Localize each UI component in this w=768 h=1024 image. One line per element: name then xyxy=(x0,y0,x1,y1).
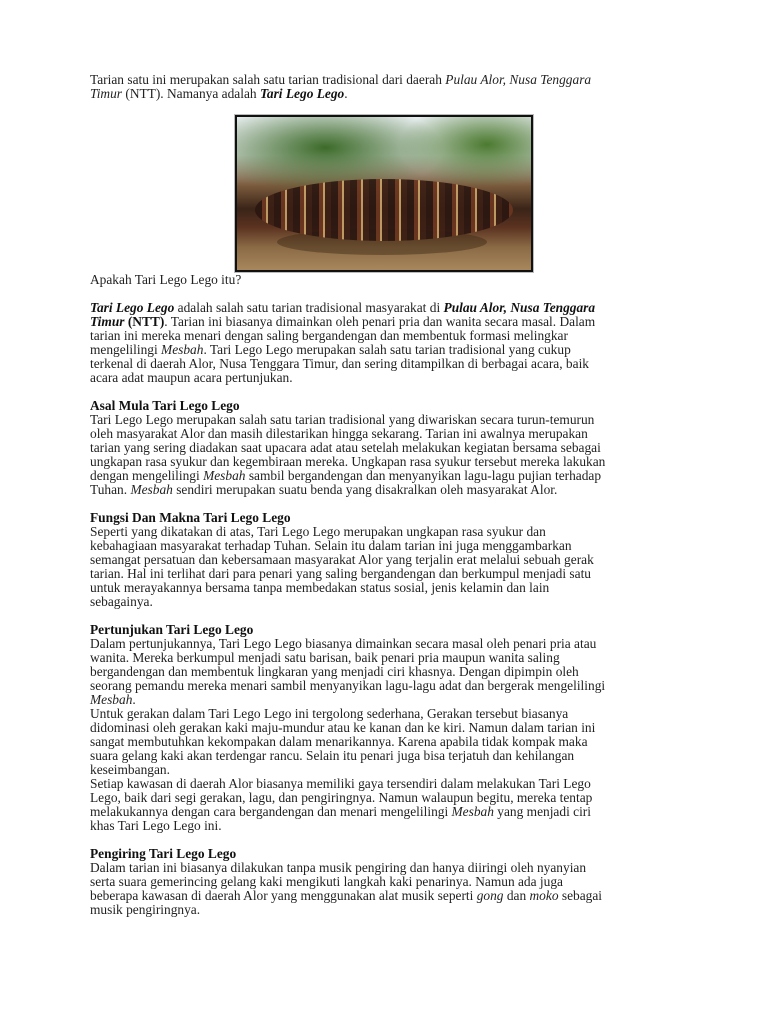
paragraph xyxy=(90,511,690,609)
text-run: moko xyxy=(529,888,559,903)
text-line xyxy=(90,595,690,609)
text-run: semangat persatuan dan kebersamaan masyarakat Alor yang terjalin erat melalui sebuah gerak xyxy=(90,552,594,567)
text-run: Pulau Alor, Nusa Tenggara xyxy=(443,300,596,315)
text-line xyxy=(90,371,690,385)
text-line xyxy=(90,329,690,343)
text-line xyxy=(90,399,690,413)
text-run: ungkapan rasa syukur dan kegembiraan mereka. Ungkapan rasa syukur tersebut mereka lakukan xyxy=(90,454,606,469)
text-line xyxy=(90,679,690,693)
text-run: terkenal di daerah Alor, Nusa Tenggara Timur, dan sering ditampilkan di berbagai acara, baik xyxy=(90,356,589,371)
blank-line xyxy=(90,385,690,399)
text-line xyxy=(90,847,690,861)
document-body xyxy=(90,73,690,917)
text-run: wanita. Mereka berkumpul menjadi satu barisan, baik penari pria maupun wanita saling xyxy=(90,650,560,665)
text-line xyxy=(90,511,690,525)
text-line xyxy=(90,791,690,805)
text-line xyxy=(90,357,690,371)
text-run: Dalam pertunjukannya, Tari Lego Lego biasanya dimainkan secara masal oleh penari pria atau xyxy=(90,636,597,651)
text-line xyxy=(90,567,690,581)
section-heading: Fungsi Dan Makna Tari Lego Lego xyxy=(90,510,291,525)
section-heading: Asal Mula Tari Lego Lego xyxy=(90,398,240,413)
text-line xyxy=(90,343,690,357)
text-run: didominasi oleh gerakan kaki maju-mundur atau ke kanan dan ke kiri. Namun dalam tarian ini xyxy=(90,720,596,735)
text-run: Mesbah xyxy=(161,342,204,357)
text-run: bergandengan dan membentuk lingkaran yang menjadi ciri khasnya. Dengan dipimpin oleh xyxy=(90,664,579,679)
text-run: sebagai xyxy=(558,888,603,903)
text-line xyxy=(90,273,690,287)
text-run: mengelilingi xyxy=(90,342,162,357)
text-run: dan xyxy=(503,888,530,903)
text-line xyxy=(90,315,690,329)
text-line xyxy=(90,483,690,497)
text-line xyxy=(90,87,690,101)
text-run: Tuhan. xyxy=(90,482,131,497)
paragraph xyxy=(90,623,690,833)
text-run: adalah salah satu tarian tradisional masyarakat di xyxy=(174,300,444,315)
text-run: (NTT) xyxy=(124,314,165,329)
section-heading: Pengiring Tari Lego Lego xyxy=(90,846,237,861)
blank-line xyxy=(90,287,690,301)
text-run: sendiri merupakan suatu benda yang disakralkan oleh masyarakat Alor. xyxy=(172,482,558,497)
text-run: Setiap kawasan di daerah Alor biasanya memiliki gaya tersendiri dalam melakukan Tari Lego xyxy=(90,776,591,791)
blank-line xyxy=(90,497,690,511)
text-run: Seperti yang dikatakan di atas, Tari Lego Lego merupakan ungkapan rasa syukur dan xyxy=(90,524,546,539)
text-run: oleh masyarakat Alor dan masih dilestarikan hingga sekarang. Tarian ini awalnya merupakan xyxy=(90,426,588,441)
text-run: seorang pemandu mereka menari sambil menyanyikan lagu-lagu adat dan bergerak mengelilingi xyxy=(90,678,606,693)
text-line xyxy=(90,749,690,763)
text-line xyxy=(90,889,690,903)
text-line xyxy=(90,721,690,735)
text-run: Tarian satu ini merupakan salah satu tarian tradisional dari daerah xyxy=(90,72,446,87)
text-run: sebagainya. xyxy=(90,594,153,609)
text-run: khas Tari Lego Lego ini. xyxy=(90,818,222,833)
text-run: . xyxy=(132,692,136,707)
text-line xyxy=(90,693,690,707)
text-run: Mesbah xyxy=(130,482,173,497)
text-line xyxy=(90,427,690,441)
text-line xyxy=(90,875,690,889)
paragraph xyxy=(90,399,690,497)
text-line xyxy=(90,301,690,315)
text-line xyxy=(90,805,690,819)
text-run: beberapa kawasan di daerah Alor yang menggunakan alat musik seperti xyxy=(90,888,477,903)
paragraph xyxy=(90,273,690,287)
text-run: melakukannya dengan cara bergandengan dan menari mengelilingi xyxy=(90,804,452,819)
text-run: Lego, baik dari segi gerakan, lagu, dan pengiringnya. Namun walaupun begitu, mereka tentap xyxy=(90,790,593,805)
text-run: dengan mengelilingi xyxy=(90,468,204,483)
text-run: Tari Lego Lego xyxy=(90,300,175,315)
text-run: keseimbangan. xyxy=(90,762,170,777)
text-line xyxy=(90,455,690,469)
text-run: sambil bergandengan dan menyanyikan lagu-lagu pujian terhadap xyxy=(245,468,602,483)
text-run: Tari Lego Lego xyxy=(259,86,345,101)
text-run: Apakah Tari Lego Lego itu? xyxy=(90,272,242,287)
text-run: sangat membutuhkan kekompakan dalam menarikannya. Karena apabila tidak kompak maka xyxy=(90,734,588,749)
text-line xyxy=(90,553,690,567)
text-run: Timur xyxy=(90,314,125,329)
text-line xyxy=(90,73,690,87)
text-line xyxy=(90,777,690,791)
text-line xyxy=(90,581,690,595)
paragraph xyxy=(90,847,690,917)
text-run: acara adat maupun acara pertunjukan. xyxy=(90,370,293,385)
text-run: . Tarian ini biasanya dimainkan oleh penari pria dan wanita secara masal. Dalam xyxy=(164,314,596,329)
blank-line xyxy=(90,609,690,623)
text-line xyxy=(90,525,690,539)
blank-line xyxy=(90,833,690,847)
text-line xyxy=(90,469,690,483)
text-run: serta suara gemerincing gelang kaki mengikuti langkah kaki penarinya. Namun ada juga xyxy=(90,874,563,889)
paragraph xyxy=(90,73,690,101)
text-run: kebahagiaan masyarakat terhadap Tuhan. Selain itu dalam tarian ini juga menggambarkan xyxy=(90,538,572,553)
paragraph xyxy=(90,301,690,385)
text-line xyxy=(90,903,690,917)
text-run: . xyxy=(344,86,348,101)
text-line xyxy=(90,819,690,833)
text-run: Mesbah xyxy=(451,804,494,819)
text-run: yang menjadi ciri xyxy=(493,804,591,819)
text-run: Dalam tarian ini biasanya dilakukan tanpa musik pengiring dan hanya diiringi oleh nyanyian xyxy=(90,860,587,875)
text-run: suara gelang kaki akan terdengar rancu. Selain itu penari juga bisa terjatuh dan kehilangan xyxy=(90,748,575,763)
text-line xyxy=(90,623,690,637)
text-line xyxy=(90,637,690,651)
text-line xyxy=(90,861,690,875)
text-line xyxy=(90,651,690,665)
text-run: Mesbah xyxy=(90,692,133,707)
text-run: Pulau Alor, Nusa Tenggara xyxy=(445,72,592,87)
text-run: Timur xyxy=(90,86,123,101)
text-run: . Tari Lego Lego merupakan salah satu tarian tradisional yang cukup xyxy=(203,342,571,357)
text-run: Tari Lego Lego merupakan salah satu tarian tradisional yang diwariskan secara turun-temurun xyxy=(90,412,595,427)
text-line xyxy=(90,763,690,777)
text-run: musik pengiringnya. xyxy=(90,902,201,917)
text-line xyxy=(90,539,690,553)
text-line xyxy=(90,707,690,721)
text-run: gong xyxy=(476,888,504,903)
text-line xyxy=(90,665,690,679)
text-run: tarian yang sering diadakan saat upacara adat atau setelah melakukan kegiatan bersama sebagai xyxy=(90,440,601,455)
text-line xyxy=(90,441,690,455)
text-run: (NTT). Namanya adalah xyxy=(122,86,260,101)
section-heading: Pertunjukan Tari Lego Lego xyxy=(90,622,254,637)
text-run: untuk merayakannya bersama tanpa membedakan status sosial, jenis kelamin dan lain xyxy=(90,580,550,595)
text-run: Mesbah xyxy=(203,468,246,483)
text-line xyxy=(90,413,690,427)
image-spacer xyxy=(90,101,690,273)
text-run: tarian. Hal ini terlihat dari para penari yang saling bergandengan dan berkumpul menjadi satu xyxy=(90,566,591,581)
text-run: Untuk gerakan dalam Tari Lego Lego ini tergolong sederhana, Gerakan tersebut biasanya xyxy=(90,706,569,721)
text-line xyxy=(90,735,690,749)
text-run: tarian ini mereka menari dengan saling bergandengan dan membentuk formasi melingkar xyxy=(90,328,568,343)
